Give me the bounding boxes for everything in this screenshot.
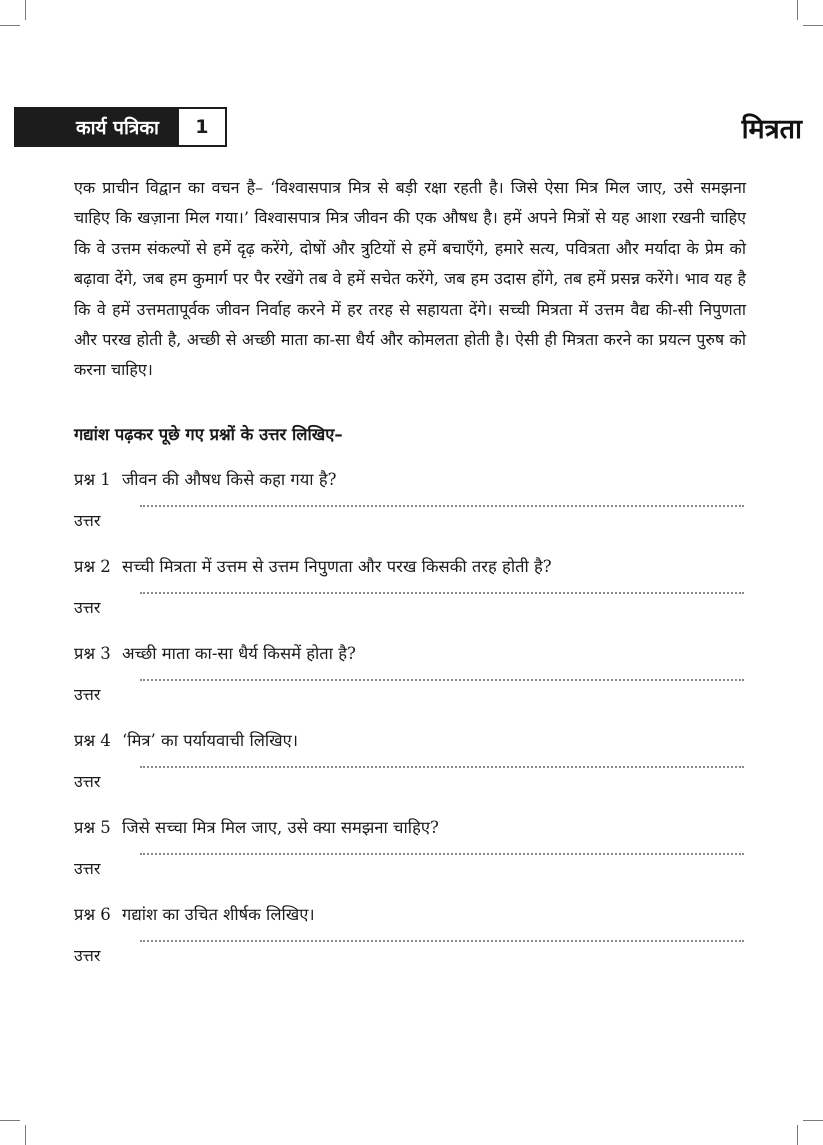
question-item [74,641,746,728]
question-number: प्रश्न 2 [74,557,111,576]
question-line [74,554,552,577]
crop-mark-bottom-right [797,1125,798,1145]
instruction-heading: गद्यांश पढ़कर पूछे गए प्रश्नों के उत्तर लिखिए– [74,425,343,444]
answer-label: उत्तर [74,859,101,878]
question-line [74,728,298,751]
answer-label: उत्तर [74,685,101,704]
worksheet-tag [14,107,227,147]
question-line [74,815,439,838]
answer-line[interactable] [140,679,744,681]
question-number: प्रश्न 4 [74,731,111,750]
question-line [74,467,336,490]
crop-mark-bottom-right [803,1120,823,1121]
question-text: गद्यांश का उचित शीर्षक लिखिए। [122,905,315,924]
question-number: प्रश्न 6 [74,905,111,924]
question-item [74,902,746,989]
question-line [74,902,315,925]
question-text: जीवन की औषध किसे कहा गया है? [122,470,337,489]
question-line [74,641,356,664]
question-item [74,728,746,815]
crop-mark-top-right [803,25,823,26]
question-text: जिसे सच्चा मित्र मिल जाए, उसे क्या समझना चाहिए? [122,818,439,837]
question-text: अच्छी माता का-सा धैर्य किसमें होता है? [122,644,356,663]
chapter-title: मित्रता [741,114,802,145]
question-text: सच्ची मित्रता में उत्तम से उत्तम निपुणता और परख किसकी तरह होती है? [122,557,552,576]
answer-line[interactable] [140,940,744,942]
passage-text: एक प्राचीन विद्वान का वचन है– ‘विश्वासपात्र मित्र से बड़ी रक्षा रहती है। जिसे ऐसा मित्र मिल जाए, उसे समझना चाहिए कि खज़ाना मिल गया।’ विश्वासपात्र मित्र जीवन की एक औषध है। हमें अपने मित्रों से यह आशा रखनी चाहिए कि वे उत्तम संकल्पों से हमें दृढ़ करेंगे, दोषों और त्रुटियों से हमें बचाएँगे, हमारे सत्य, पवित्रता और मर्यादा के प्रेम को बढ़ावा देंगे, जब हम कुमार्ग पर पैर रखेंगे तब वे हमें सचेत करेंगे, जब हम उदास होंगे, तब हमें प्रसन्न करेंगे। भाव यह है कि वे हमें उत्तमतापूर्वक जीवन निर्वाह करने में हर तरह से सहायता देंगे। सच्ची मित्रता में उत्तम वैद्य की-सी निपुणता और परख होती है, अच्छी से अच्छी माता का-सा धैर्य और कोमलता होती है। ऐसी ही मित्रता करने का प्रयत्न पुरुष को करना चाहिए। [74,178,746,380]
question-item [74,815,746,902]
crop-mark-top-right [797,0,798,20]
worksheet-header [14,107,810,149]
answer-label: उत्तर [74,946,101,965]
question-number: प्रश्न 1 [74,470,111,489]
worksheet-number: 1 [179,107,227,147]
answer-line[interactable] [140,505,744,507]
worksheet-label: कार्य पत्रिका [14,107,179,147]
question-number: प्रश्न 3 [74,644,111,663]
answer-label: उत्तर [74,772,101,791]
question-item [74,554,746,641]
crop-mark-top-left [0,25,20,26]
question-number: प्रश्न 5 [74,818,111,837]
answer-label: उत्तर [74,598,101,617]
answer-label: उत्तर [74,511,101,530]
question-item [74,467,746,554]
answer-line[interactable] [140,853,744,855]
crop-mark-top-left [25,0,26,20]
question-text: ‘मित्र’ का पर्यायवाची लिखिए। [122,731,299,750]
answer-line[interactable] [140,766,744,768]
answer-line[interactable] [140,592,744,594]
crop-mark-bottom-left [0,1120,20,1121]
crop-mark-bottom-left [25,1125,26,1145]
